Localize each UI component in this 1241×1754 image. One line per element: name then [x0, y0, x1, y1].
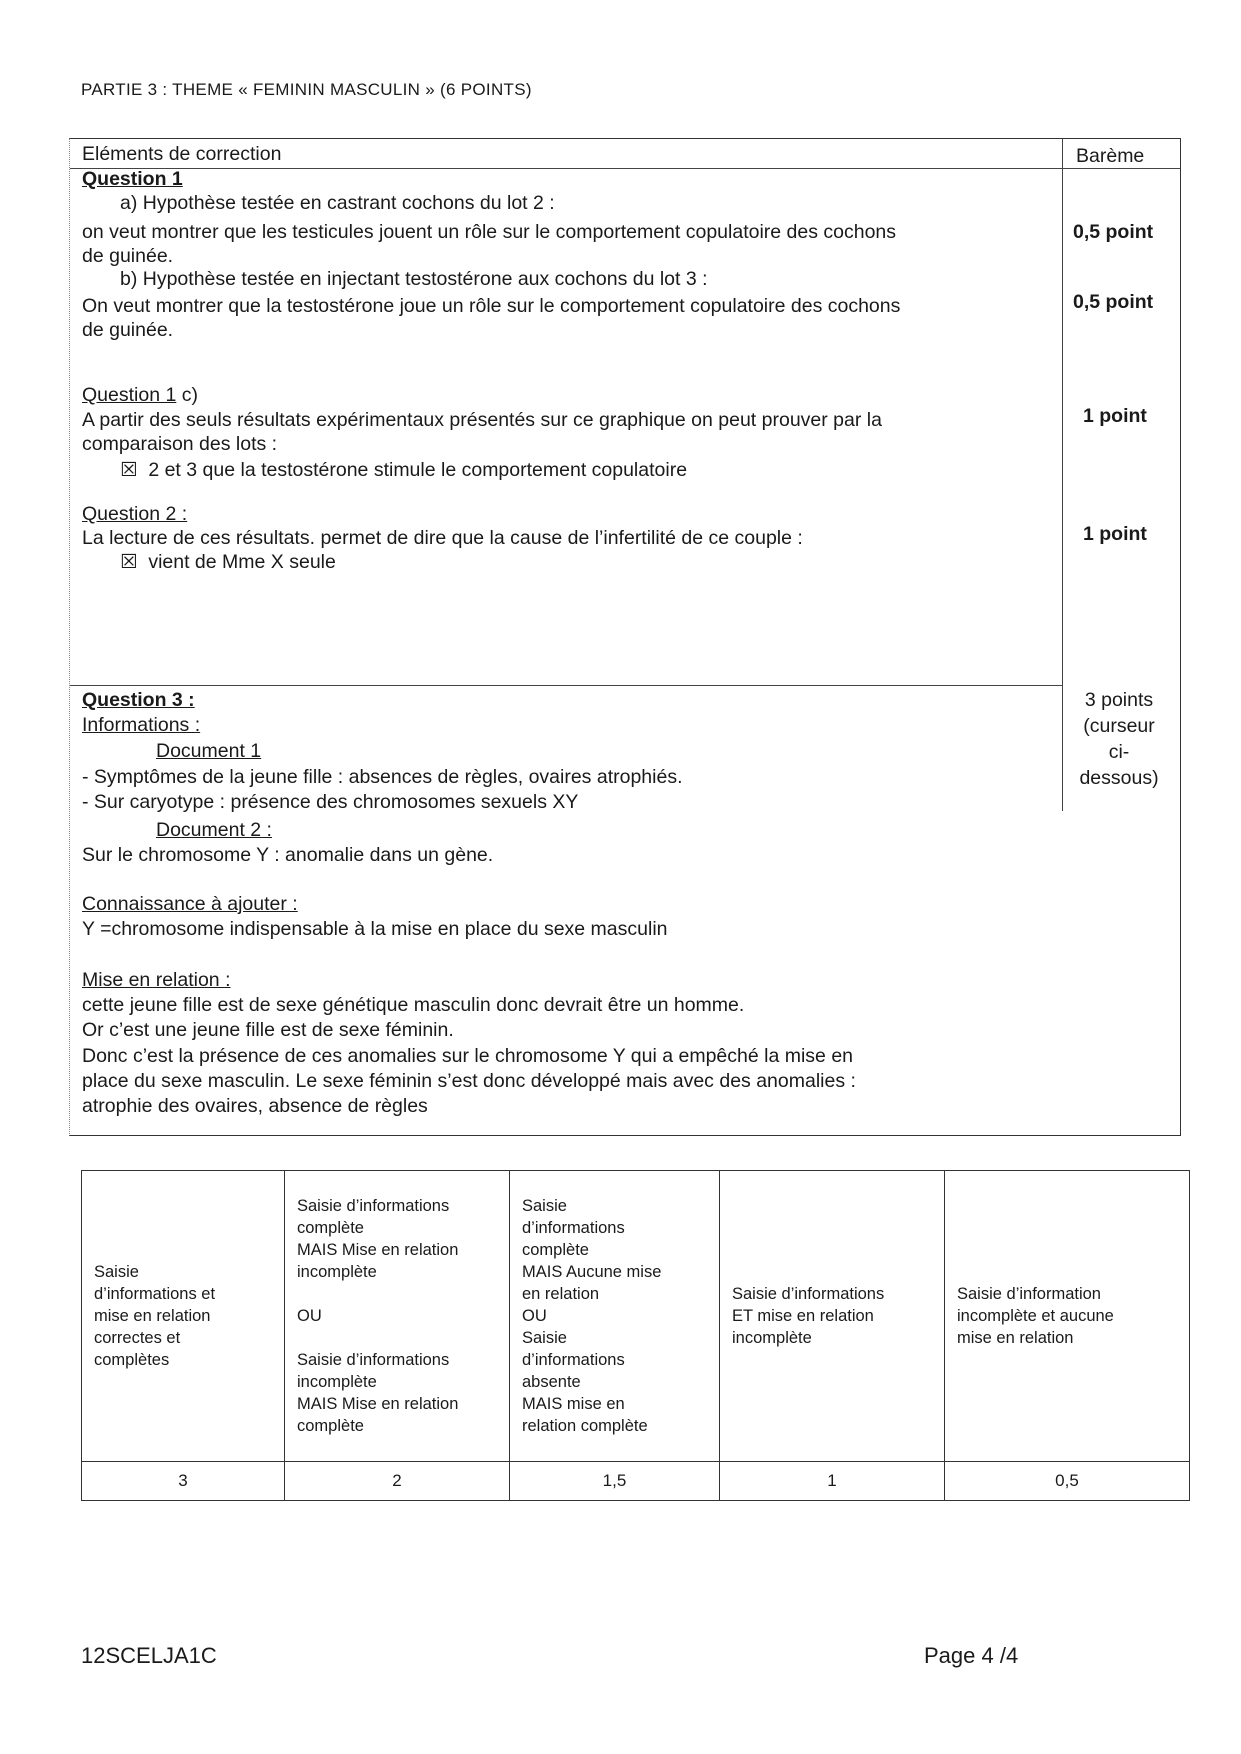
rubric-criterion-cell	[720, 1171, 945, 1462]
q1a-points: 0,5 point	[1073, 221, 1154, 243]
q3-relation-line1: cette jeune fille est de sexe génétique masculin donc devrait être un homme.	[82, 994, 745, 1016]
q3-knowledge-text: Y =chromosome indispensable à la mise en place du sexe masculin	[82, 918, 668, 940]
rubric-score: 1	[720, 1462, 945, 1501]
q3-relation-line2: Or c’est une jeune fille est de sexe féminin.	[82, 1019, 454, 1041]
checked-checkbox-icon: ☒	[120, 459, 138, 481]
rubric-scores-row	[82, 1462, 1190, 1501]
q3-document1: Document 1	[156, 740, 262, 762]
q3-doc1-line2: - Sur caryotype : présence des chromosomes sexuels XY	[82, 791, 579, 813]
q3-relation-line5: atrophie des ovaires, absence de règles	[82, 1095, 428, 1117]
rubric-criterion-cell	[945, 1171, 1190, 1462]
q3-knowledge-title: Connaissance à ajouter :	[82, 893, 298, 915]
document-code: 12SCELJA1C	[81, 1643, 217, 1668]
q2-points: 1 point	[1083, 523, 1147, 545]
rubric-score: 2	[285, 1462, 510, 1501]
q3-document2: Document 2 :	[156, 819, 272, 841]
q1c-title-suffix: c)	[176, 384, 198, 406]
rubric-criteria-row	[82, 1171, 1190, 1462]
q1c-answer: 2 et 3 que la testostérone stimule le comportement copulatoire	[148, 459, 688, 481]
q1b-text-line2: de guinée.	[82, 319, 174, 341]
q3-points-line3: ci-	[1108, 741, 1130, 763]
page-number: Page 4 /4	[924, 1643, 1019, 1668]
q1c-title	[82, 382, 198, 408]
q3-points-line4: dessous)	[1079, 767, 1159, 789]
q1c-points: 1 point	[1083, 405, 1147, 427]
header-bareme: Barème	[1076, 145, 1145, 167]
q3-relation-line4: place du sexe masculin. Le sexe féminin s’est donc développé mais avec des anomalies :	[82, 1070, 856, 1092]
grading-rubric-table	[81, 1170, 1190, 1501]
rubric-criterion-text: Saisie d’information incomplète et aucune mise en relation	[957, 1285, 1114, 1347]
q1c-text-line2: comparaison des lots :	[82, 433, 278, 455]
q3-relation-title: Mise en relation :	[82, 969, 231, 991]
rubric-criterion-cell	[510, 1171, 720, 1462]
q3-informations: Informations :	[82, 714, 201, 736]
part-title: PARTIE 3 : THEME « FEMININ MASCULIN » (6 POINTS)	[81, 80, 532, 99]
q1b-text-line1: On veut montrer que la testostérone joue un rôle sur le comportement copulatoire des cochons	[82, 295, 901, 317]
q1a-text-line1: on veut montrer que les testicules jouent un rôle sur le comportement copulatoire des cochons	[82, 221, 897, 243]
question3-divider	[70, 685, 1062, 686]
q2-answer-row	[120, 549, 336, 575]
q1b-points: 0,5 point	[1073, 291, 1154, 313]
rubric-criterion-cell	[82, 1171, 285, 1462]
q1c-answer-row	[120, 457, 687, 483]
q3-points	[1073, 687, 1165, 791]
rubric-criterion-text: Saisie d’informations complète MAIS Mise en relation incomplète OU Saisie d’informations incomplète MAIS Mise en relation complète	[297, 1197, 459, 1435]
q3-relation-line3: Donc c’est la présence de ces anomalies sur le chromosome Y qui a empêché la mise en	[82, 1045, 854, 1067]
q3-points-line2: (curseur	[1083, 715, 1155, 737]
rubric-criterion-text: Saisie d’informations ET mise en relation incomplète	[732, 1285, 885, 1347]
q3-doc1-line1: - Symptômes de la jeune fille : absences de règles, ovaires atrophiés.	[82, 766, 683, 788]
q1a-label: a) Hypothèse testée en castrant cochons du lot 2 :	[120, 192, 555, 214]
q1c-text-line1: A partir des seuls résultats expérimentaux présentés sur ce graphique on peut prouver par la	[82, 409, 882, 431]
rubric-score: 0,5	[945, 1462, 1190, 1501]
q1b-label: b) Hypothèse testée en injectant testostérone aux cochons du lot 3 :	[120, 268, 708, 290]
column-divider	[1062, 139, 1063, 811]
header-elements: Eléments de correction	[82, 143, 282, 165]
correction-table	[69, 138, 1181, 1136]
header-divider	[70, 168, 1180, 169]
q1a-text-line2: de guinée.	[82, 245, 174, 267]
q1-title: Question 1	[82, 168, 183, 190]
q3-title: Question 3 :	[82, 689, 195, 711]
rubric-criterion-text: Saisie d’informations complète MAIS Aucune mise en relation OU Saisie d’informations absente MAIS mise en relation complète	[522, 1197, 662, 1435]
q2-text: La lecture de ces résultats. permet de dire que la cause de l’infertilité de ce couple :	[82, 527, 803, 549]
rubric-score: 3	[82, 1462, 285, 1501]
rubric-score: 1,5	[510, 1462, 720, 1501]
q3-doc2-line1: Sur le chromosome Y : anomalie dans un gène.	[82, 844, 494, 866]
checked-checkbox-icon: ☒	[120, 551, 138, 573]
q1c-title-main: Question 1	[82, 384, 177, 406]
rubric-criterion-text: Saisie d’informations et mise en relation correctes et complètes	[94, 1263, 216, 1369]
q2-title: Question 2 :	[82, 503, 188, 525]
rubric-criterion-cell	[285, 1171, 510, 1462]
q3-points-line1: 3 points	[1084, 689, 1154, 711]
q2-answer: vient de Mme X seule	[148, 551, 336, 573]
